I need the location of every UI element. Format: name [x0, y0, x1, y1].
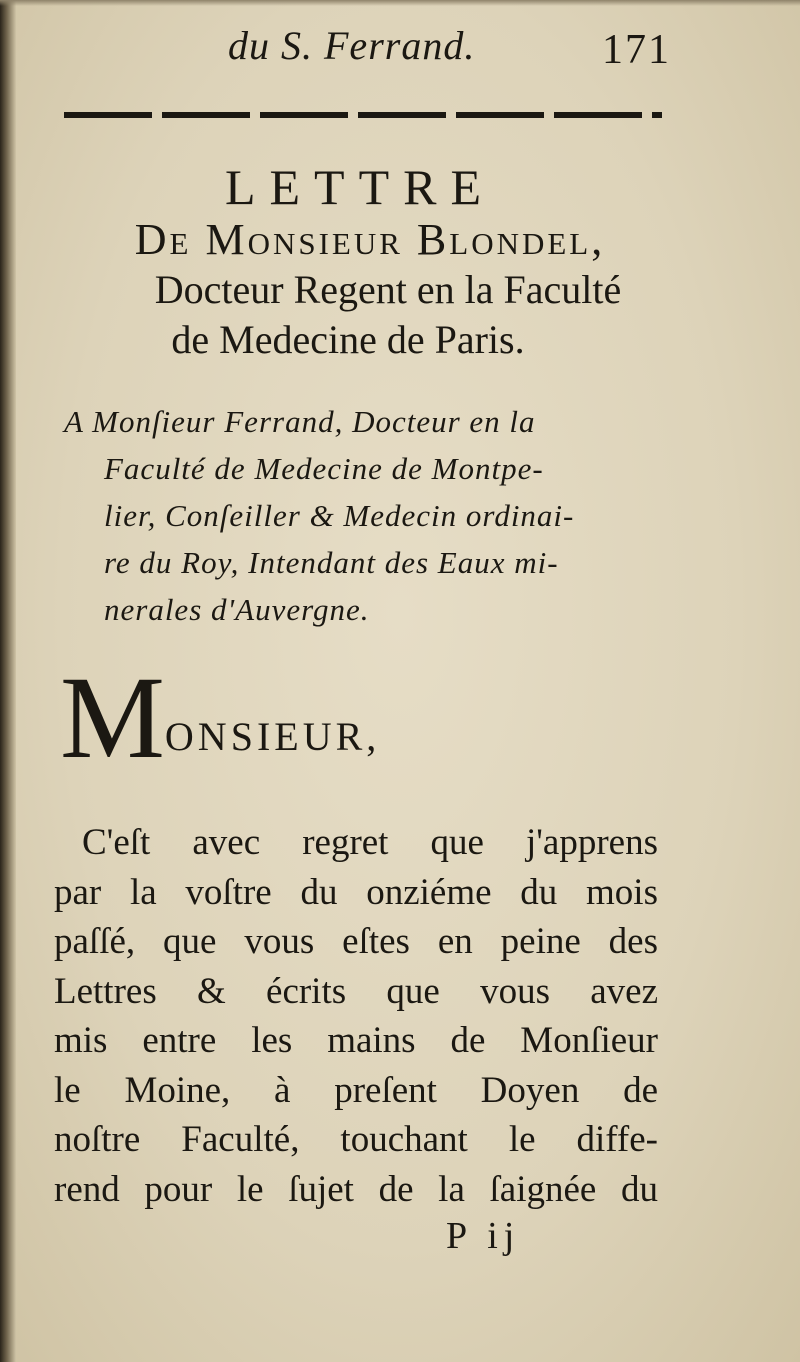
body-line: C'eſt avec regret que j'apprens — [82, 822, 658, 863]
body-line: paſſé, que vous eſtes en peine des — [54, 921, 658, 962]
page-top-edge — [0, 0, 800, 6]
body-line: noſtre Faculté, touchant le diffe- — [54, 1119, 658, 1160]
body-line: Lettres & écrits que vous avez — [54, 970, 658, 1012]
body-line: le Moine, à preſent Doyen de — [54, 1069, 658, 1111]
heading-line-role: Docteur Regent en la Faculté — [154, 267, 622, 312]
heading-line-faculty: de Medecine de Paris. — [171, 317, 525, 362]
drop-cap: M — [60, 652, 165, 783]
salutation-rest: ONSIEUR, — [164, 714, 381, 759]
page-number: 171 — [602, 27, 671, 73]
salutation — [60, 652, 381, 783]
header-rule — [64, 112, 662, 118]
letter-title: LETTRE — [224, 159, 496, 215]
address-line: A Monſieur Ferrand, Docteur en la — [64, 404, 536, 439]
body-line: par la voſtre du onziéme du mois — [54, 871, 658, 913]
address-line: lier, Conſeiller & Medecin ordinai- — [104, 498, 575, 533]
body-paragraph — [54, 818, 658, 1214]
address-block — [64, 398, 684, 633]
address-line: nerales d'Auvergne. — [104, 592, 370, 627]
signature-mark: P ij — [446, 1215, 521, 1257]
address-line: re du Roy, Intendant des Eaux mi- — [104, 545, 559, 580]
body-line: mis entre les mains de Monſieur — [54, 1020, 658, 1061]
address-line: Faculté de Medecine de Montpe- — [104, 451, 544, 486]
body-line: rend pour le ſujet de la ſaignée du — [54, 1168, 658, 1210]
running-head: du S. Ferrand. — [228, 23, 476, 68]
heading-line-author: De Monsieur Blondel, — [134, 215, 606, 264]
